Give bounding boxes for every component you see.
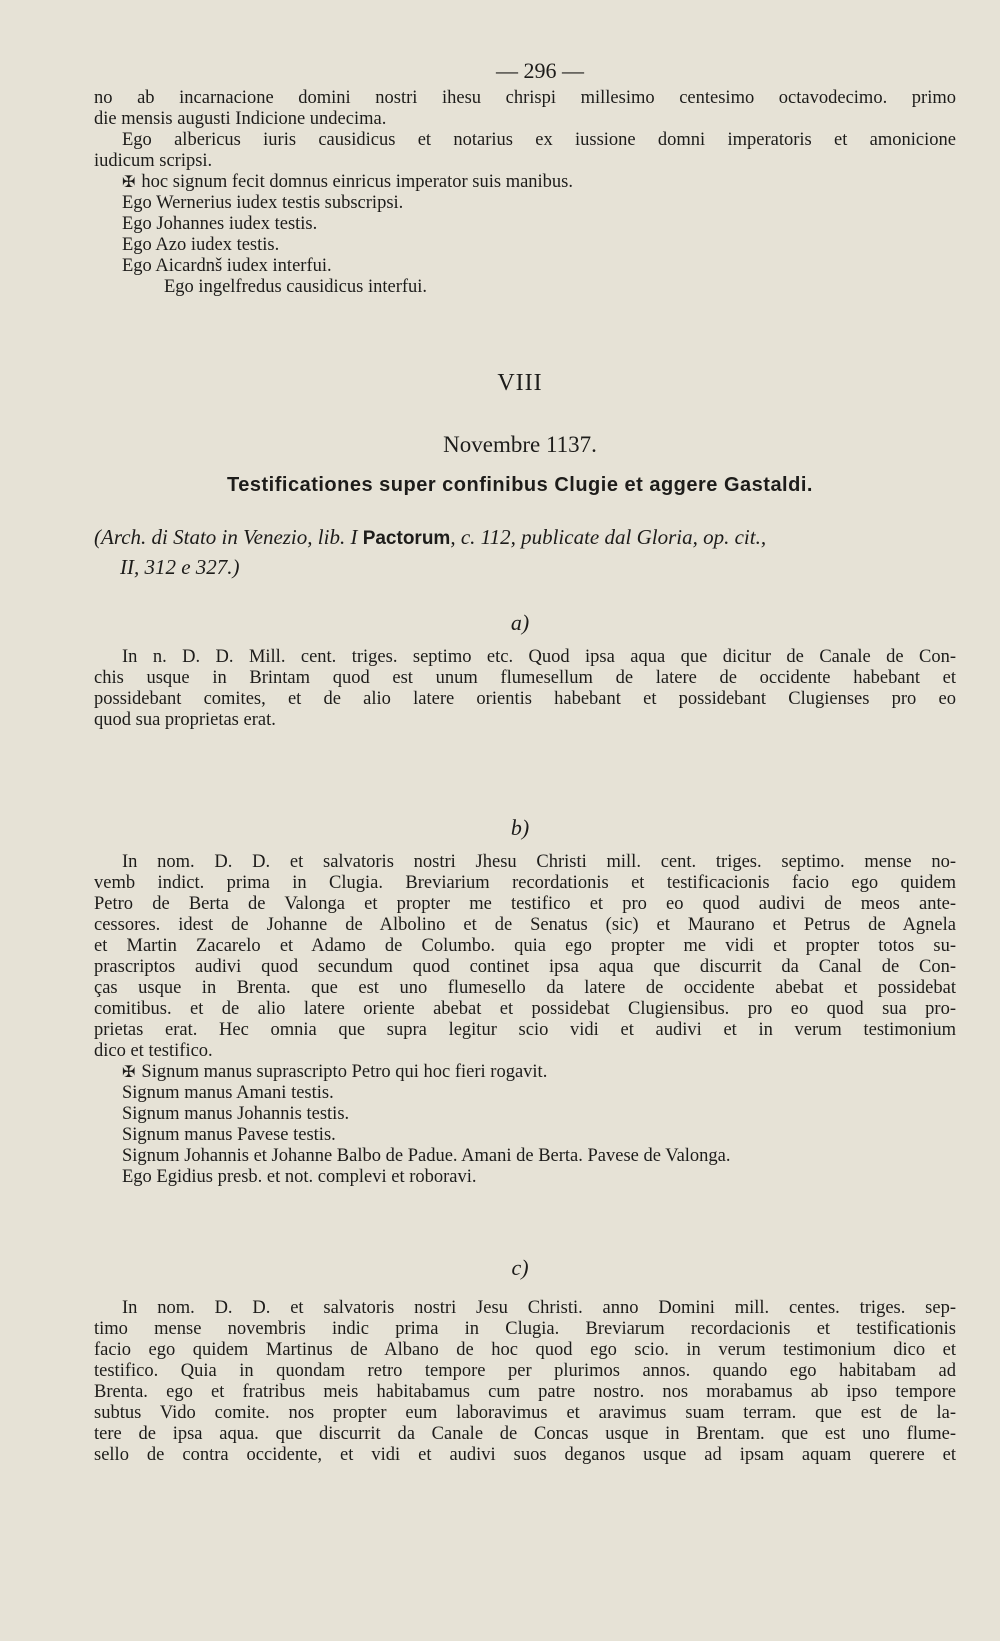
- text-line: vemb indict. prima in Clugia. Breviarium recordationis et testificacionis facio ego quidem: [94, 873, 956, 893]
- signum-line: Signum manus Pavese testis.: [122, 1125, 336, 1145]
- text-line: prascriptos audivi quod secundum quod continet ipsa aqua que discurrit da Canal de Con-: [94, 957, 956, 977]
- text-line: iudicum scripsi.: [94, 151, 213, 171]
- text-line: et Martin Zacarelo et Adamo de Columbo. quia ego propter me vidi et propter totos su-: [94, 936, 956, 956]
- text-line: possidebant comites, et de alio latere orientis habebant et possidebant Clugienses pro eo: [94, 689, 956, 709]
- text-line: subtus Vido comite. nos propter eum laboravimus et aravimus suam terram. que est de la-: [94, 1403, 956, 1423]
- source-line2: II, 312 e 327.): [120, 555, 240, 579]
- text-line: Petro de Berta de Valonga et propter me testifico et pro eo quod audivi de meos ante-: [94, 894, 956, 914]
- previous-document-ending: [94, 88, 956, 298]
- text-line: dico et testifico.: [94, 1041, 213, 1061]
- section-b-text: [94, 852, 956, 1188]
- text-line: quod sua proprietas erat.: [94, 710, 276, 730]
- witness-line: Ego Aicardnš iudex interfui.: [122, 256, 332, 276]
- signum-line: Signum manus Amani testis.: [122, 1083, 334, 1103]
- source-part2: , c. 112, publicate dal Gloria, op. cit.,: [450, 525, 767, 549]
- text-line: prietas erat. Hec omnia que supra legitur scio vidi et audivi et in verum testimonium: [94, 1020, 956, 1040]
- text-line: testifico. Quia in quondam retro tempore per plurimos annos. quando ego habitabam ad: [94, 1361, 956, 1381]
- document-date: Novembre 1137.: [443, 432, 597, 457]
- signum-line: Signum Johannis et Johanne Balbo de Padue. Amani de Berta. Pavese de Valonga.: [122, 1146, 731, 1166]
- source-bold: Pactorum: [362, 528, 451, 549]
- text-line: facio ego quidem Martinus de Albano de hoc quod ego scio. in verum testimonium dico et: [94, 1340, 956, 1360]
- text-line: In nom. D. D. et salvatoris nostri Jhesu Christi mill. cent. triges. septimo. mense no-: [122, 852, 956, 872]
- document-title: Testificationes super confinibus Clugie et aggere Gastaldi.: [227, 474, 813, 496]
- text-line: comitibus. et de alio latere oriente abebat et possidebat Clugiensibus. pro eo quod sua pro-: [94, 999, 956, 1019]
- text-line: die mensis augusti Indicione undecima.: [94, 109, 387, 129]
- section-c-text: [94, 1298, 956, 1466]
- text-line: Ego albericus iuris causidicus et notarius ex iussione domni imperatoris et amonicione: [122, 130, 956, 150]
- section-b-label: b): [510, 815, 530, 840]
- cross-icon: ✠: [122, 1064, 136, 1081]
- signum-line: Signum manus Johannis testis.: [122, 1104, 350, 1124]
- cross-icon: ✠: [122, 174, 136, 191]
- section-c-label: c): [511, 1255, 529, 1280]
- page-number: — 296 —: [496, 58, 584, 83]
- text-line: Brenta. ego et fratribus meis habitabamus cum patre nostro. nos morabamus ab ipso tempore: [94, 1382, 956, 1402]
- text-line: In nom. D. D. et salvatoris nostri Jesu Christi. anno Domini mill. centes. triges. sep-: [122, 1298, 956, 1318]
- signum-line: [94, 1062, 956, 1083]
- text-line: timo mense novembris indic prima in Clugia. Breviarum recordacionis et testificationis: [94, 1319, 956, 1339]
- source-note: [94, 523, 964, 581]
- text-line: tere de ipsa aqua. que discurrit da Canale de Concas usque in Brentam. que est uno flume-: [94, 1424, 956, 1444]
- text-line: In n. D. D. Mill. cent. triges. septimo etc. Quod ipsa aqua que dicitur de Canale de Con-: [122, 647, 956, 667]
- signum-line: [94, 172, 956, 193]
- witness-line: Ego Azo iudex testis.: [122, 235, 280, 255]
- witness-line: Ego Wernerius iudex testis subscripsi.: [122, 193, 404, 213]
- document-number: VIII: [497, 370, 543, 396]
- text-line: no ab incarnacione domini nostri ihesu chrispi millesimo centesimo octavodecimo. primo: [94, 88, 956, 108]
- section-a-label: a): [510, 610, 530, 635]
- witness-line: Ego Johannes iudex testis.: [122, 214, 318, 234]
- source-part1: (Arch. di Stato in Venezio, lib. I: [94, 525, 363, 549]
- section-a-text: [94, 647, 956, 731]
- text-line: sello de contra occidente, et vidi et audivi suos deganos usque ad ipsam aquam querere et: [94, 1445, 956, 1465]
- text-line: ças usque in Brenta. que est uno flumesello da latere de occidente abebat et possidebat: [94, 978, 956, 998]
- signum-text: hoc signum fecit domnus einricus imperator suis manibus.: [141, 172, 574, 192]
- witness-line: Ego ingelfredus causidicus interfui.: [164, 277, 428, 297]
- signum-text: Signum manus suprascripto Petro qui hoc fieri rogavit.: [141, 1062, 548, 1082]
- text-line: chis usque in Brintam quod est unum flumesellum de latere de occidente habebant et: [94, 668, 956, 688]
- signum-line: Ego Egidius presb. et not. complevi et roboravi.: [122, 1167, 477, 1187]
- text-line: cessores. idest de Johanne de Albolino et de Senatus (sic) et Maurano et Petrus de Agnela: [94, 915, 956, 935]
